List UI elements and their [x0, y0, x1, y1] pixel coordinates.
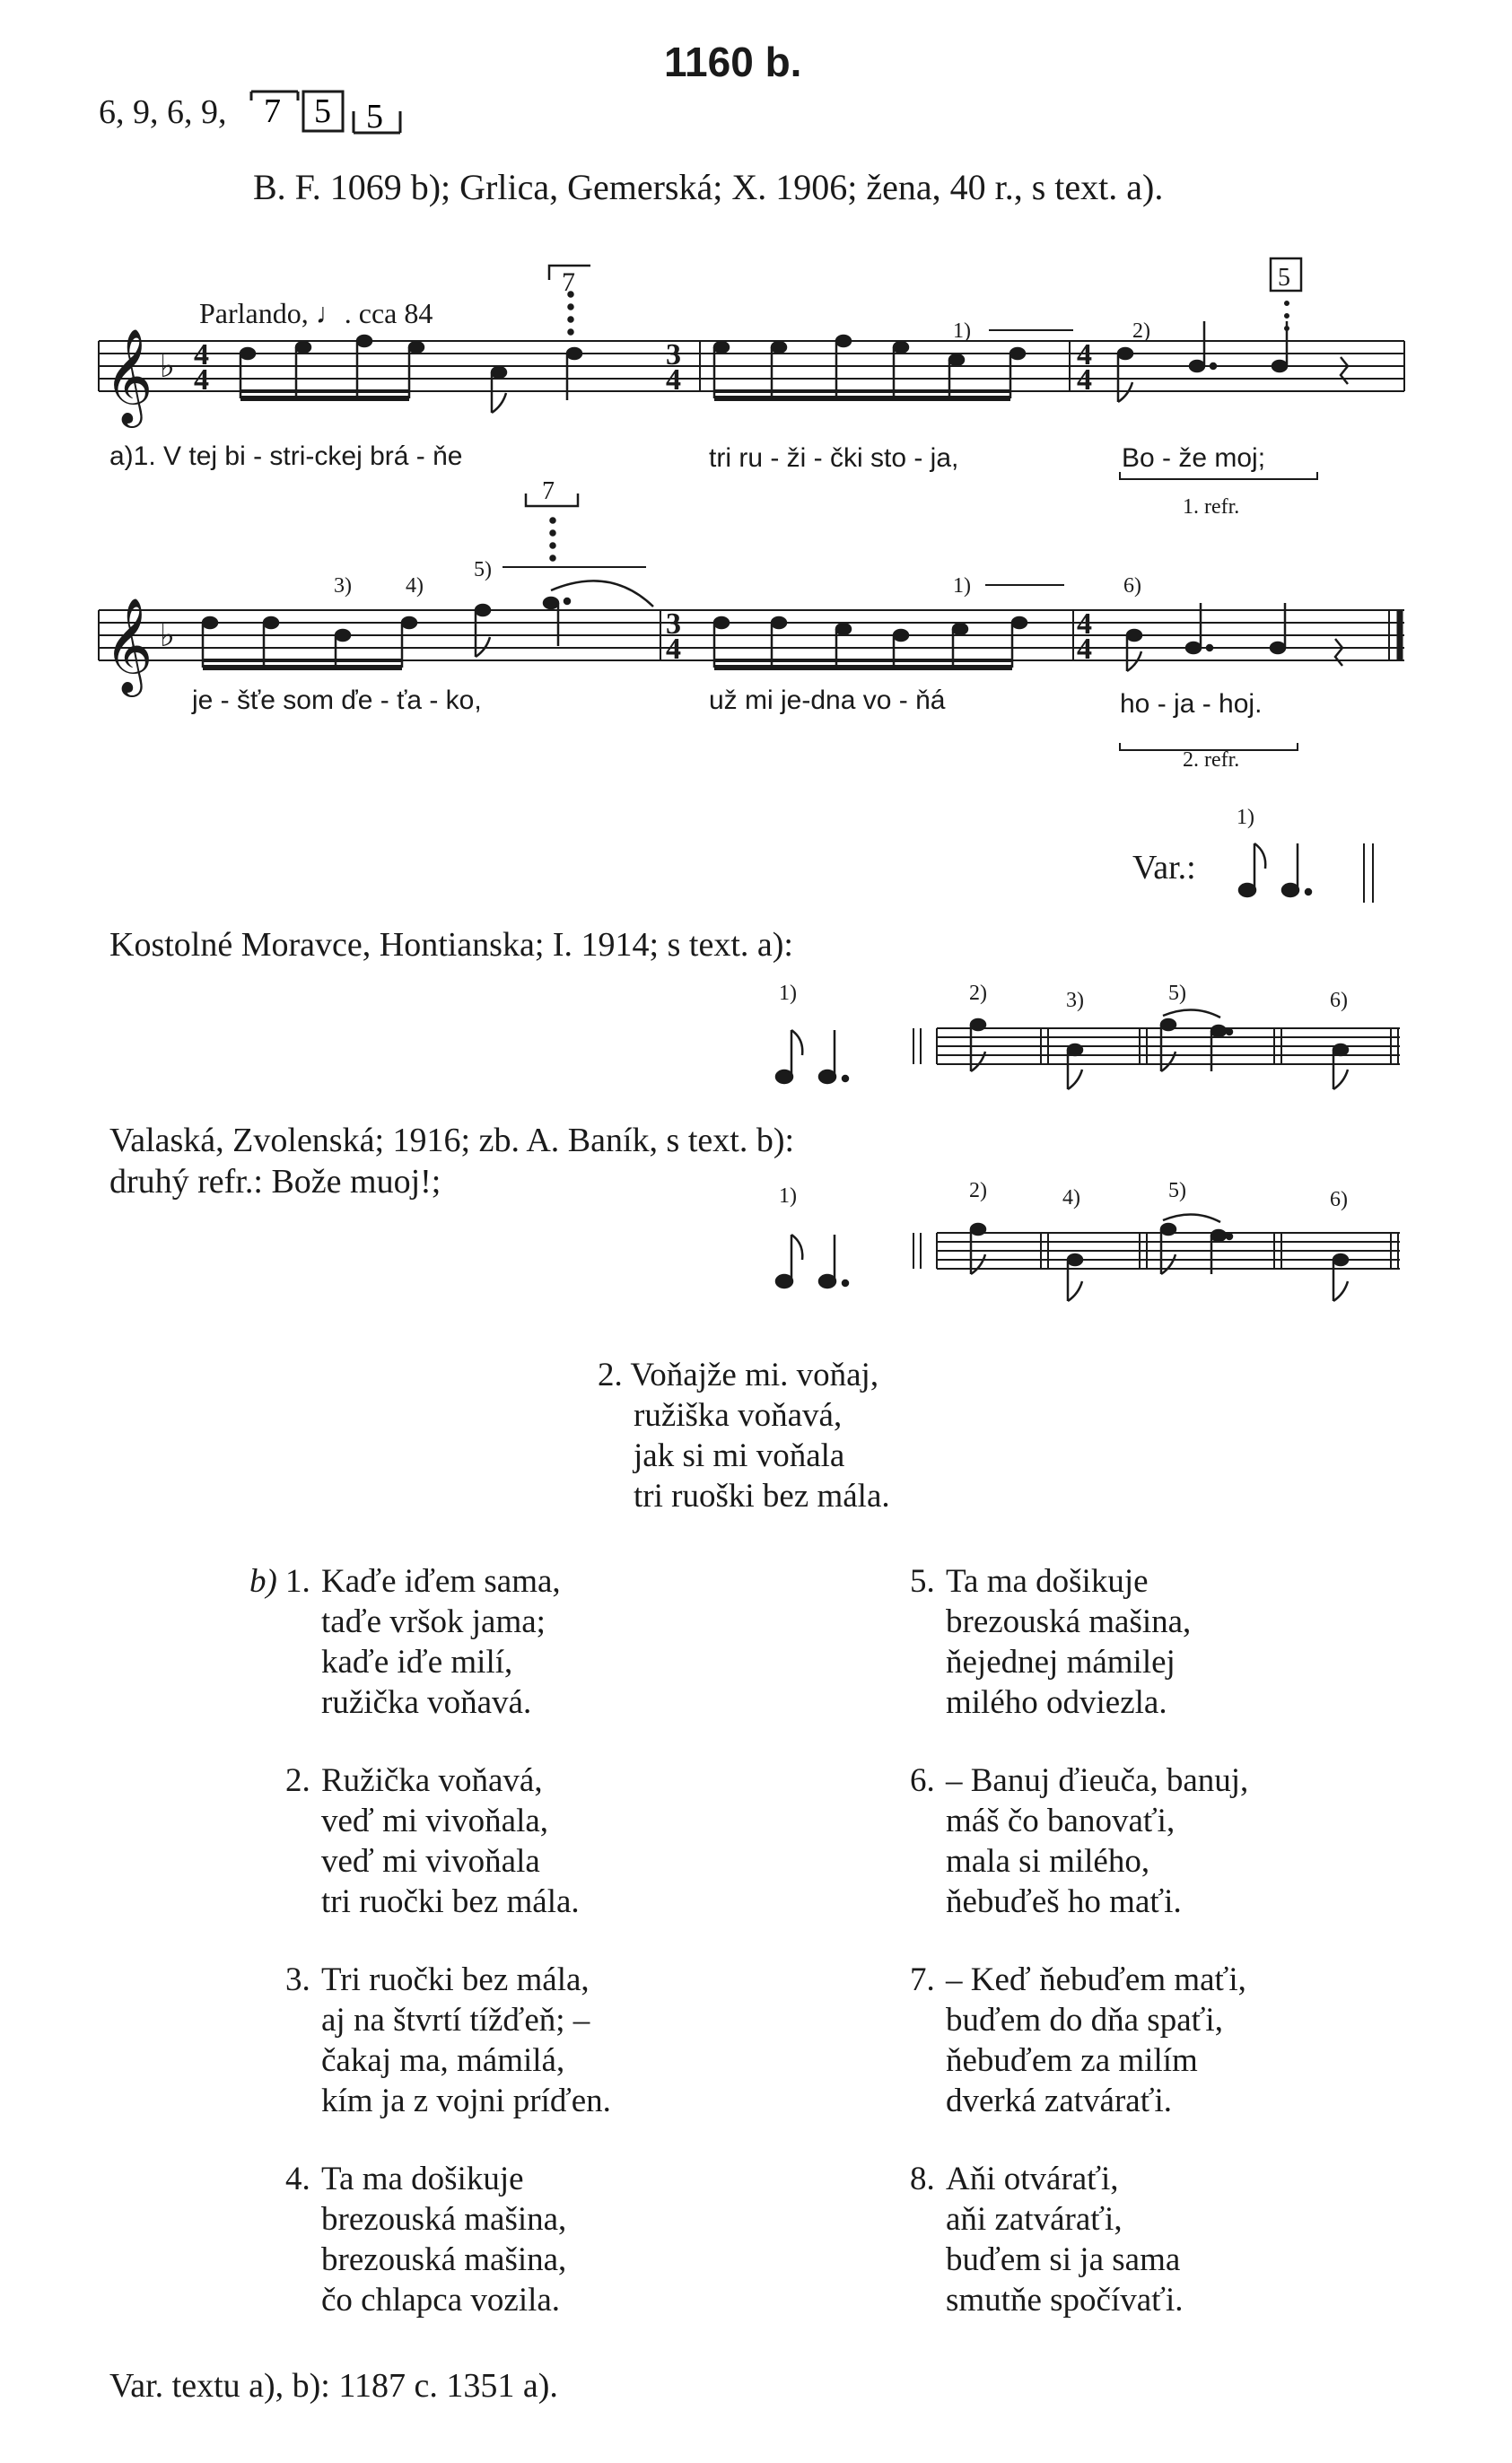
verse-b-5-line-3: ňejednej mámilej [946, 1644, 1176, 1681]
svg-text:4: 4 [1077, 338, 1092, 371]
var-notes [1229, 834, 1427, 915]
verse-b-1-line-4: ružička voňavá. [321, 1684, 532, 1721]
verse-b-3 [285, 1960, 611, 2121]
footnote-mark-6: 1) [953, 574, 971, 598]
verse-b-6-number: 6. [910, 1762, 935, 1799]
text-variants-note: Var. textu a), b): 1187 c. 1351 a). [109, 2367, 558, 2405]
valaska-mark-5: 5) [1168, 1179, 1186, 1202]
lyrics-line2-part1: je - šťe som ďe - ťa - ko, [192, 686, 482, 715]
notes-measure-1 [240, 336, 581, 413]
verse-b-8-line-3: buďem si ja sama [946, 2241, 1181, 2278]
variant-valaska-refrain: druhý refr.: Bože muoj!; [109, 1163, 441, 1201]
svg-text:4: 4 [194, 363, 209, 397]
kostolne-mark-5: 5) [1168, 982, 1186, 1005]
verse-b-2-line-3: veď mi vivoňala [321, 1843, 540, 1880]
verse-b-1 [285, 1561, 561, 1723]
notes-measure-5 [714, 617, 1027, 668]
verse-b-prefix: b) [249, 1563, 277, 1600]
kostolne-mark-1: 1) [779, 982, 797, 1005]
page-number-title: 1160 b. [664, 39, 802, 85]
meter-box-3: 5 [366, 98, 383, 135]
svg-text:4: 4 [194, 338, 209, 371]
verse-a-2-line-2: ružiška voňavá, [634, 1397, 843, 1434]
verse-b-8-line-1: Aňi otváraťi, [946, 2161, 1119, 2197]
verse-b-1-number: 1. [285, 1563, 310, 1600]
refrain-label-2: 2. refr. [1183, 748, 1240, 772]
meter-boxes [248, 86, 427, 140]
verse-b-2-line-2: veď mi vivoňala, [321, 1803, 549, 1839]
verse-b-5-line-2: brezouská mašina, [946, 1603, 1192, 1640]
verse-b-3-line-4: kím ja z vojni príďen. [321, 2083, 611, 2119]
verse-b-7-number: 7. [910, 1961, 935, 1998]
verse-b-5 [910, 1561, 1191, 1723]
verse-b-6-line-2: máš čo banovaťi, [946, 1803, 1176, 1839]
verse-b-8 [910, 2159, 1184, 2320]
verse-a-2 [598, 1355, 890, 1516]
verse-b-4 [285, 2159, 566, 2320]
verse-b-6-line-1: – Banuj ďieuča, banuj, [946, 1762, 1249, 1799]
verse-b-5-number: 5. [910, 1563, 935, 1600]
lyrics-line1-part1: a)1. V tej bi - stri-ckej brá - ňe [109, 441, 463, 471]
staff-system-2 [99, 610, 1404, 660]
svg-text:4: 4 [1077, 363, 1092, 397]
verse-b-2-number: 2. [285, 1762, 310, 1799]
verse-b-3-number: 3. [285, 1961, 310, 1998]
verse-b-6 [910, 1760, 1248, 1922]
flat-icon-2: ♭ [160, 617, 175, 653]
svg-text:4: 4 [666, 363, 681, 397]
verse-b-1-line-2: taďe vršok jama; [321, 1603, 546, 1640]
source-line: B. F. 1069 b); Grlica, Gemerská; X. 1906; žena, 40 r., s text. a). [253, 167, 1164, 207]
treble-clef-icon-2: 𝄞 [104, 599, 153, 691]
variant-kostolne-notes [772, 978, 1418, 1113]
footnote-mark-3: 3) [334, 574, 352, 598]
flat-icon: ♭ [160, 348, 175, 384]
verse-b-7-line-3: ňebuďem za milím [946, 2042, 1198, 2079]
valaska-mark-2: 2) [969, 1179, 987, 1202]
verse-b-3-line-3: čakaj ma, mámilá, [321, 2042, 565, 2079]
footnote-mark-2: 2) [1132, 319, 1150, 343]
svg-text:3: 3 [666, 338, 681, 371]
verse-b-1-line-1: Kaďe iďem sama, [321, 1563, 561, 1600]
notes-measure-3 [1118, 321, 1348, 402]
verse-a-2-line-1: 2. Voňajže mi. voňaj, [598, 1357, 879, 1393]
tempo-marking: Parlando, ♩. cca 84 [199, 297, 433, 329]
phrase-mark-7a-label: 7 [562, 267, 575, 297]
notes-measure-4 [203, 581, 653, 668]
verse-b-7 [910, 1960, 1246, 2121]
verse-b-8-line-2: aňi zatváraťi, [946, 2201, 1123, 2238]
verse-b-2-line-1: Ružička voňavá, [321, 1762, 543, 1799]
staff-system-1 [99, 341, 1404, 391]
svg-text:4: 4 [1077, 633, 1092, 666]
verse-a-2-line-4: tri ruoški bez mála. [634, 1478, 890, 1515]
var-footnote-mark: 1) [1237, 806, 1254, 829]
verse-b-4-line-3: brezouská mašina, [321, 2241, 567, 2278]
verse-b-8-line-4: smutňe spočívaťi. [946, 2282, 1184, 2319]
kostolne-mark-2: 2) [969, 982, 987, 1005]
verse-b-4-line-2: brezouská mašina, [321, 2201, 567, 2238]
meter-box-1: 7 [264, 92, 281, 130]
verse-b-7-line-4: dverká zatváraťi. [946, 2083, 1173, 2119]
verse-b-4-line-1: Ta ma došikuje [321, 2161, 524, 2197]
verse-b-5-line-4: milého odviezla. [946, 1684, 1167, 1721]
verse-b-4-number: 4. [285, 2161, 310, 2197]
verse-b-6-line-4: ňebuďeš ho maťi. [946, 1883, 1182, 1920]
verse-b-4-line-4: čo chlapca vozila. [321, 2282, 561, 2319]
verse-b-7-line-2: buďem do dňa spaťi, [946, 2002, 1223, 2039]
meter-box-2: 5 [314, 92, 331, 130]
verse-b-2 [285, 1760, 580, 1922]
footnote-mark-1: 1) [953, 319, 971, 343]
kostolne-mark-3: 3) [1066, 989, 1084, 1012]
lyrics-line2-part2: už mi je-dna vo - ňá [709, 686, 946, 715]
verse-b-5-line-1: Ta ma došikuje [946, 1563, 1149, 1600]
valaska-mark-6: 6) [1330, 1188, 1348, 1211]
variant-valaska-notes [772, 1166, 1418, 1319]
lyrics-line1-part2: tri ru - ži - čki sto - ja, [709, 443, 959, 473]
svg-text:4: 4 [666, 633, 681, 666]
verse-a-2-line-3: jak si mi voňala [634, 1437, 845, 1474]
variant-kostolne-source: Kostolné Moravce, Hontianska; I. 1914; s text. a): [109, 926, 793, 964]
valaska-mark-4: 4) [1062, 1186, 1080, 1210]
variant-valaska-source: Valaská, Zvolenská; 1916; zb. A. Baník, s text. b): [109, 1122, 795, 1159]
verse-b-7-line-1: – Keď ňebuďem maťi, [946, 1961, 1246, 1998]
verse-b-8-number: 8. [910, 2161, 935, 2197]
verse-b-6-line-3: mala si milého, [946, 1843, 1150, 1880]
valaska-mark-1: 1) [779, 1184, 797, 1208]
verse-b-1-line-3: kaďe iďe milí, [321, 1644, 513, 1681]
lyrics-line2-part3: ho - ja - hoj. [1120, 689, 1263, 719]
verse-b-3-line-1: Tri ruočki bez mála, [321, 1961, 590, 1998]
lyrics-line1-part3: Bo - že moj; [1122, 443, 1266, 473]
footnote-mark-5: 5) [474, 558, 492, 581]
phrase-mark-7b-label: 7 [542, 477, 555, 505]
treble-clef-icon: 𝄞 [104, 330, 153, 422]
phrase-mark-5: 5 [1278, 264, 1290, 292]
svg-text:3: 3 [666, 607, 681, 641]
svg-text:4: 4 [1077, 607, 1092, 641]
meter-prefix: 6, 9, 6, 9, [99, 93, 227, 131]
verse-b-2-line-4: tri ruočki bez mála. [321, 1883, 580, 1920]
var-label: Var.: [1132, 849, 1196, 887]
refrain-label-1: 1. refr. [1183, 495, 1240, 519]
footnote-mark-4: 4) [406, 574, 424, 598]
kostolne-mark-6: 6) [1330, 989, 1348, 1012]
verse-b-3-line-2: aj na štvrtí tížďeň; – [321, 2002, 590, 2039]
footnote-mark-7: 6) [1123, 574, 1141, 598]
